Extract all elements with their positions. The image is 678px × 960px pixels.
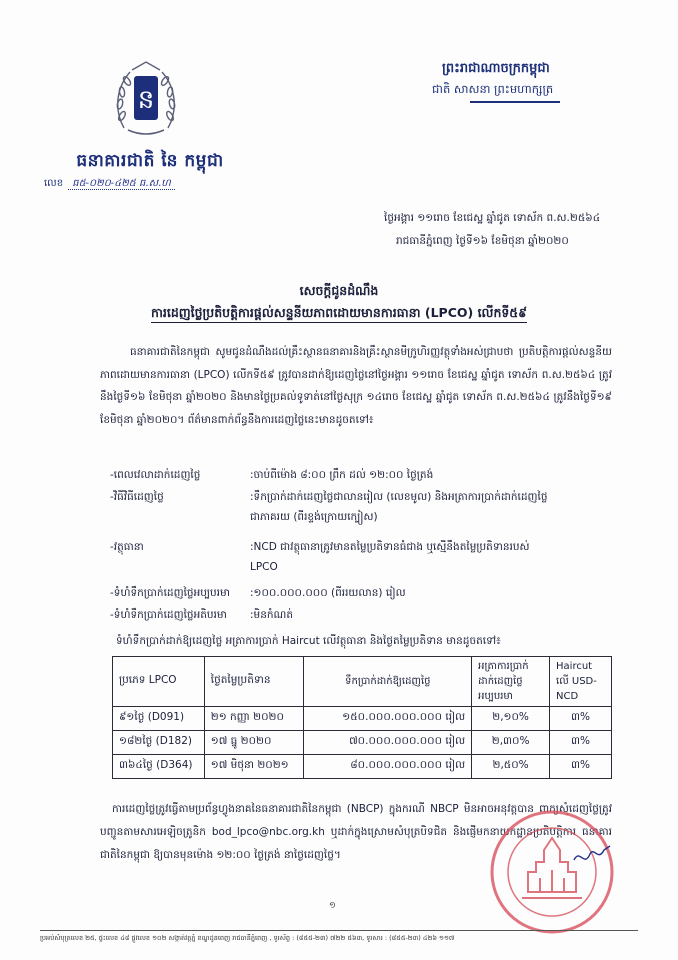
spec-label: -ពេលវេលាដាក់ដេញថ្លៃ	[110, 469, 201, 481]
footer-divider	[40, 930, 638, 931]
signature-icon	[572, 840, 612, 870]
table-cell: ១៥០.០០០.០០០.០០០ រៀល	[304, 707, 472, 731]
table-cell: ៣%	[550, 707, 612, 731]
motto-divider	[470, 101, 560, 103]
table-cell: ២១ កញ្ញា ២០២០	[204, 707, 304, 731]
table-header-cell: ទឹកប្រាក់ដាក់ឱ្យដេញថ្លៃ	[304, 657, 472, 707]
spec-value: :NCD ជាវត្ថុធានាត្រូវមានតម្លៃប្រតិទានធំជាង ឬស្មើនឹងតម្លៃប្រតិទានរបស់ LPCO	[250, 541, 530, 573]
intro-paragraph: ធនាគារជាតិនៃកម្ពុជា សូមជូនដំណឹងដល់គ្រឹះស្ថានធនាគារនិងគ្រឹះស្ថានមីក្រូហិរញ្ញវត្ថុទាំងអស់ជ្រាបថា ប្រតិបត្តិការផ្តល់សន្ទនីយភាពដោយមានការធានា (LPCO) លើកទី៥៩ ត្រូវបានដាក់ឱ្យដេញថ្លៃនៅថ្ងៃអង្គារ ១១រោច ខែជេស្ឋ ឆ្នាំជូត ទោស័ក ព.ស.២៥៦៤ ត្រូវនឹងថ្ងៃទី១៦ ខែមិថុនា ឆ្នាំ២០២០ និងមានថ្ងៃប្រគល់ទូទាត់នៅថ្ងៃសុក្រ ១៤រោច ខែជេស្ឋ ឆ្នាំជូត ទោស័ក ព.ស.២៥៦៤ ត្រូវនឹងថ្ងៃទី១៩ ខែមិថុនា ឆ្នាំ២០២០។ ព័ត៌មានពាក់ព័ន្ធនឹងការដេញថ្លៃនេះមានដូចតទៅ៖	[100, 346, 612, 426]
spec-value: :១០០.០០០.០០០ (ពីររយលាន) រៀល	[250, 587, 406, 599]
table-cell: ៨០.០០០.០០០.០០០ រៀល	[304, 755, 472, 779]
spec-label: -វត្ថុធានា	[110, 541, 144, 553]
table-cell: ២,៣០%	[472, 731, 550, 755]
spec-value: :ចាប់ពីម៉ោង ៨:០០ ព្រឹក ដល់ ១២:០០ ថ្ងៃត្រង់	[250, 469, 434, 481]
spec-value: :ទឹកប្រាក់ដាក់ដេញថ្លៃជាលានរៀល (លេខមូល) និងអត្រាការប្រាក់ដាក់ដេញថ្លៃជាភាគរយ (ពីរខ្ទង់ក្រោយក្បៀស)	[250, 491, 548, 523]
official-seal-icon	[488, 808, 616, 936]
bank-name: ធនាគារជាតិ នៃ កម្ពុជា	[76, 151, 224, 171]
document-subtitle	[0, 305, 678, 324]
table-row	[113, 755, 612, 779]
table-cell: ៣៦៤ថ្ងៃ (D364)	[113, 755, 205, 779]
table-header-cell: អត្រាការប្រាក់ដាក់ដេញថ្លៃអប្បបរមា	[472, 657, 550, 707]
table-cell: ១៧ ធ្នូ ២០២០	[204, 731, 304, 755]
table-cell: ១៨២ថ្ងៃ (D182)	[113, 731, 205, 755]
lpco-table	[112, 656, 612, 779]
civil-date: រាជធានីភ្នំពេញ ថ្ងៃទី១៦ ខែមិថុនា ឆ្នាំ២០២០	[396, 235, 569, 247]
national-motto: ជាតិ សាសនា ព្រះមហាក្សត្រ	[432, 82, 554, 96]
table-cell: ៧០.០០០.០០០.០០០ រៀល	[304, 731, 472, 755]
closing-paragraph: ការដេញថ្លៃត្រូវធ្វើតាមប្រព័ន្ធហ្វូងនាគនៃធនាគារជាតិនៃកម្ពុជា (NBCP) ក្នុងករណី NBCP មិនអាចអនុវត្តបាន ពាក្យសុំដេញថ្លៃត្រូវបញ្ជូនតាមសារអេឡិចត្រូនិក bod_lpco@nbc.org.kh ឬដាក់ក្នុងស្រោមសំបុត្របិទជិត និងផ្ញើមកនាយកដ្ឋានប្រតិបត្តិការ ធនាគារជាតិនៃកម្ពុជា ឱ្យបានមុនម៉ោង ១២:០០ ថ្ងៃត្រង់ នាថ្ងៃដេញថ្លៃ។	[100, 803, 612, 861]
footer-address: ប្រអប់សំបុត្រលេខ ២៥, ផ្ទះលេខ ៤៨ ផ្លូវលេខ ១០២ សង្កាត់វត្តភ្នំ ខណ្ឌដូនពេញ រាជធានីភ្នំពេញ , ទូរស័ព្ទ : (៨៥៥-២៣) ៧២២ ៥៦៣, ទូរសារ : (៨៥៥-២៣) ៤២៦ ១១៧	[40, 934, 455, 942]
document-title: សេចក្តីជូនដំណឹង	[299, 283, 379, 298]
table-header-cell: Haircut លើ USD-NCD	[550, 657, 612, 707]
table-cell: ៣%	[550, 755, 612, 779]
spec-label: -ទំហំទឹកប្រាក់ដេញថ្លៃអតិបរមា	[110, 609, 227, 621]
table-cell: ៩១ថ្ងៃ (D091)	[113, 707, 205, 731]
table-cell: ១៧ មិថុនា ២០២១	[204, 755, 304, 779]
table-header-row	[113, 657, 612, 707]
table-cell: ២,៥០%	[472, 755, 550, 779]
table-intro: ទំហំទឹកប្រាក់ដាក់ឱ្យដេញថ្លៃ អត្រាការប្រាក់ Haircut លើវត្ថុធានា និងថ្ងៃតម្លៃប្រតិទាន មានដូចតទៅ៖	[116, 635, 501, 647]
spec-label: -ទំហំទឹកប្រាក់ដេញថ្លៃអប្បបរមា	[110, 587, 231, 599]
table-cell: ២,១០%	[472, 707, 550, 731]
reference-handwritten: ធ៥-០២០-៤២៥ ធ.ស.ហ	[68, 178, 175, 190]
spec-label: -វិធីវិធីដេញថ្លៃ	[110, 491, 164, 503]
kingdom-heading: ព្រះរាជាណាចក្រកម្ពុជា	[442, 61, 550, 76]
table-row	[113, 707, 612, 731]
table-header-cell: ប្រភេទ LPCO	[113, 657, 205, 707]
svg-text:ន: ន	[137, 85, 155, 115]
reference-number	[44, 176, 175, 191]
page-number: ១	[329, 901, 336, 911]
bank-emblem-icon	[110, 58, 182, 142]
table-cell: ៣%	[550, 731, 612, 755]
document-subtitle-text: ការដេញថ្លៃប្រតិបត្តិការផ្តល់សន្ទនីយភាពដោយមានការធានា (LPCO) លើកទី៥៩	[151, 305, 527, 323]
spec-value: :មិនកំណត់	[250, 609, 294, 621]
reference-prefix: លេខ	[44, 178, 64, 189]
table-header-cell: ថ្ងៃតម្លៃប្រតិទាន	[204, 657, 304, 707]
table-row	[113, 731, 612, 755]
lunar-date: ថ្ងៃអង្គារ ១១រោច ខែជេស្ឋ ឆ្នាំជូត ទោស័ក ព.ស.២៥៦៤	[384, 212, 601, 224]
